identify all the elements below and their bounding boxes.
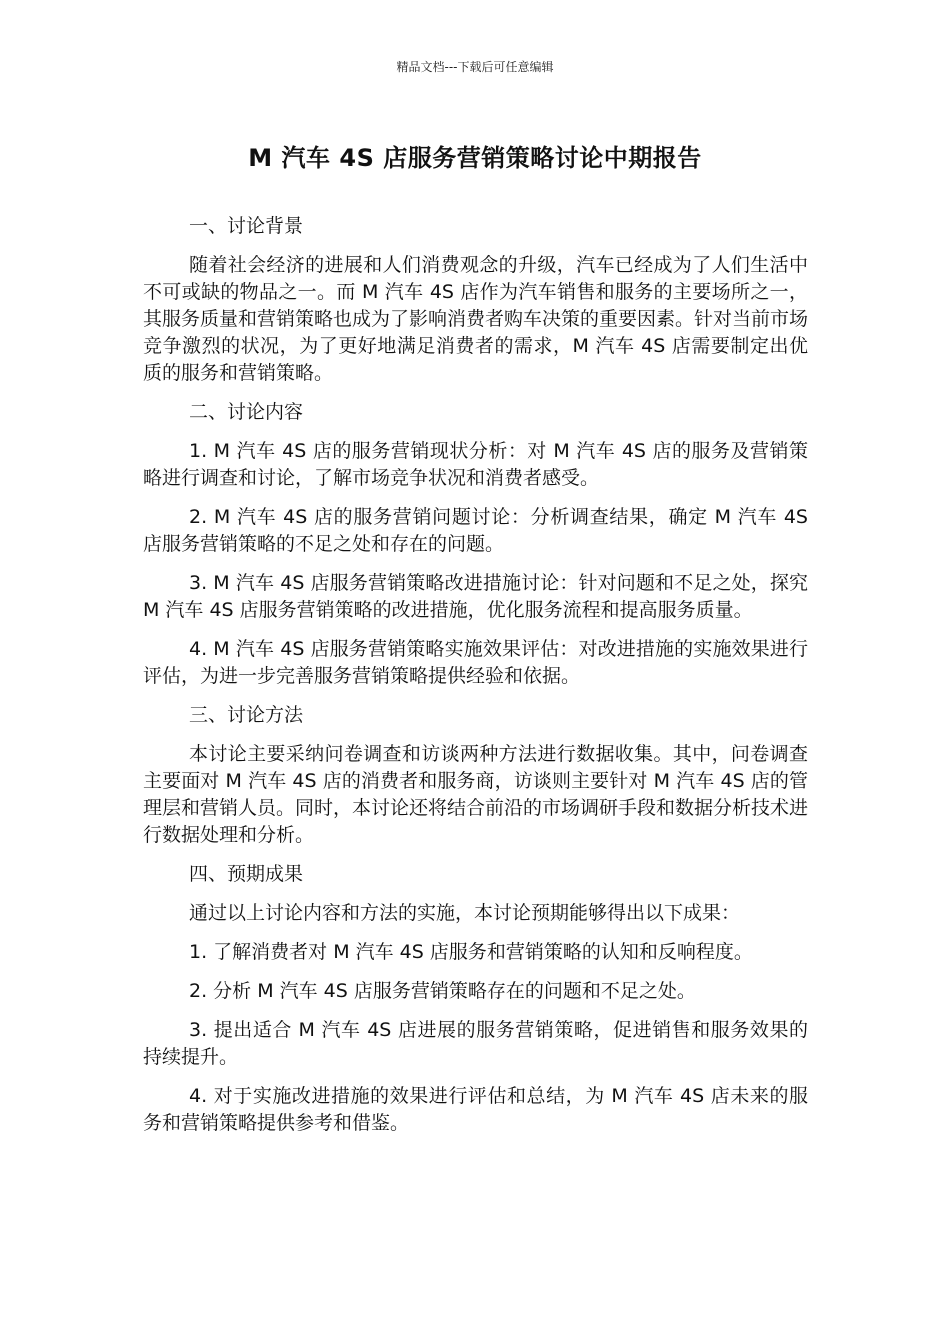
document-title: M 汽车 4S 店服务营销策略讨论中期报告 — [248, 144, 702, 172]
method-paragraph: 本讨论主要采纳问卷调查和访谈两种方法进行数据收集。其中，问卷调查主要面对 M 汽车 4S 店的消费者和服务商，访谈则主要针对 M 汽车 4S 店的管理层和营销人员。同时，本讨论还将结合前沿的市场调研手段和数据分析技术进行数据处理和分析。 — [143, 743, 809, 846]
results-item: 2. 分析 M 汽车 4S 店服务营销策略存在的问题和不足之处。 — [189, 980, 696, 1002]
results-intro: 通过以上讨论内容和方法的实施，本讨论预期能够得出以下成果： — [189, 902, 741, 924]
header-note: 精品文档---下载后可任意编辑 — [396, 60, 554, 74]
section-heading-results: 四、预期成果 — [189, 863, 304, 885]
section-heading-background: 一、讨论背景 — [189, 215, 304, 237]
content-item: 1. M 汽车 4S 店的服务营销现状分析：对 M 汽车 4S 店的服务及营销策略进行调查和讨论，了解市场竞争状况和消费者感受。 — [143, 440, 808, 489]
content-item: 4. M 汽车 4S 店服务营销策略实施效果评估：对改进措施的实施效果进行评估，为进一步完善服务营销策略提供经验和依据。 — [143, 638, 808, 687]
results-item: 1. 了解消费者对 M 汽车 4S 店服务和营销策略的认知和反响程度。 — [189, 941, 753, 963]
content-item: 3. M 汽车 4S 店服务营销策略改进措施讨论：针对问题和不足之处，探究 M 汽车 4S 店服务营销策略的改进措施，优化服务流程和提高服务质量。 — [143, 572, 808, 621]
results-item: 3. 提出适合 M 汽车 4S 店进展的服务营销策略，促进销售和服务效果的持续提升。 — [143, 1019, 808, 1068]
background-paragraph: 随着社会经济的进展和人们消费观念的升级，汽车已经成为了人们生活中不可或缺的物品之一。而 M 汽车 4S 店作为汽车销售和服务的主要场所之一，其服务质量和营销策略也成为了影响消费者购车决策的重要因素。针对当前市场竞争激烈的状况，为了更好地满足消费者的需求，M 汽车 4S 店需要制定出优质的服务和营销策略。 — [143, 254, 809, 384]
section-heading-content: 二、讨论内容 — [189, 401, 304, 423]
content-item: 2. M 汽车 4S 店的服务营销问题讨论：分析调查结果，确定 M 汽车 4S 店服务营销策略的不足之处和存在的问题。 — [143, 506, 808, 555]
document-body — [143, 213, 808, 1149]
section-heading-method: 三、讨论方法 — [189, 704, 304, 726]
results-item: 4. 对于实施改进措施的效果进行评估和总结，为 M 汽车 4S 店未来的服务和营销策略提供参考和借鉴。 — [143, 1085, 808, 1134]
